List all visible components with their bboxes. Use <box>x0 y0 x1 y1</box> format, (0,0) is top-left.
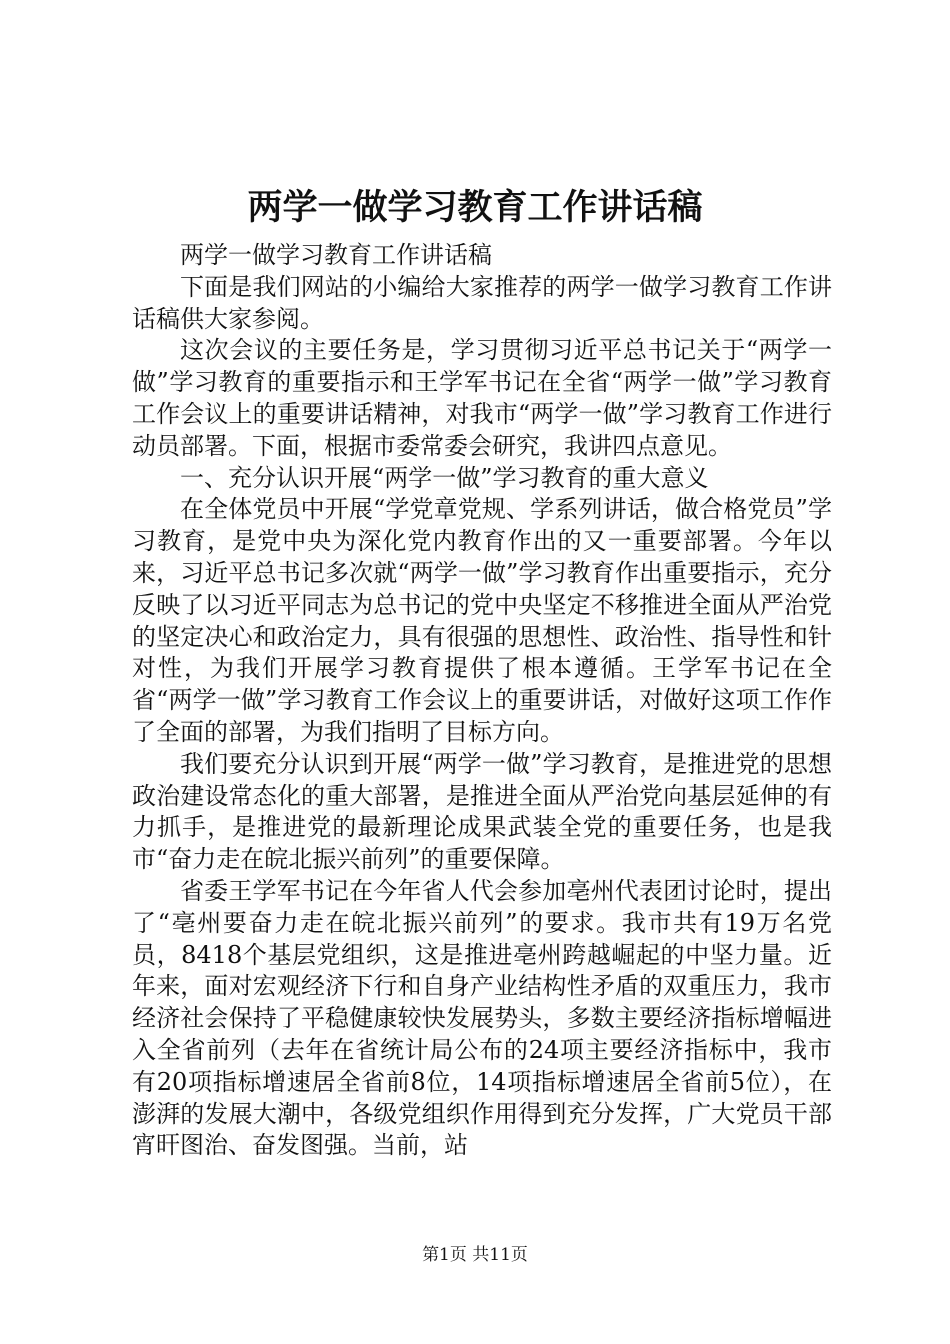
body-paragraph: 两学一做学习教育工作讲话稿 <box>180 241 492 269</box>
page-number: 第1页 共11页 <box>422 1245 528 1265</box>
body-paragraph: 我们要充分认识到开展“两学一做”学习教育，是推进党的思想政治建设常态化的重大部署，是推进全面从严治党向基层延伸的有力抓手，是推进党的最新理论成果武装全党的重要任务，也是我市“奋力走在皖北振兴前列”的重要保障。 <box>132 749 832 874</box>
body-paragraph: 这次会议的主要任务是，学习贯彻习近平总书记关于“两学一做”学习教育的重要指示和王学军书记在全省“两学一做”学习教育工作会议上的重要讲话精神，对我市“两学一做”学习教育工作进行动员部署。下面，根据市委常委会研究，我讲四点意见。 <box>132 336 832 460</box>
body-paragraph: 省委王学军书记在今年省人代会参加亳州代表团讨论时，提出了“亳州要奋力走在皖北振兴前列”的要求。我市共有19万名党员，8418个基层党组织，这是推进亳州跨越崛起的中坚力量。近年来，面对宏观经济下行和自身产业结构性矛盾的双重压力，我市经济社会保持了平稳健康较快发展势头，多数主要经济指标增幅进入全省前列（去年在省统计局公布的24项主要经济指标中，我市有20项指标增速居全省前8位，14项指标增速居全省前5位），在澎湃的发展大潮中，各级党组织作用得到充分发挥，广大党员干部宵旰图治、奋发图强。当前，站 <box>132 876 832 1160</box>
section-heading: 一、充分认识开展“两学一做”学习教育的重大意义 <box>180 463 709 492</box>
body-paragraph: 在全体党员中开展“学党章党规、学系列讲话，做合格党员”学习教育，是党中央为深化党内教育作出的又一重要部署。今年以来，习近平总书记多次就“两学一做”学习教育作出重要指示，充分反映了以习近平同志为总书记的党中央坚定不移推进全面从严治党的坚定决心和政治定力，具有很强的思想性、政治性、指导性和针对性，为我们开展学习教育提供了根本遵循。王学军书记在全省“两学一做”学习教育工作会议上的重要讲话，对做好这项工作作了全面的部署，为我们指明了目标方向。 <box>132 495 832 746</box>
document-title: 两学一做学习教育工作讲话稿 <box>247 187 703 228</box>
document-body <box>132 240 832 1162</box>
body-paragraph: 下面是我们网站的小编给大家推荐的两学一做学习教育工作讲话稿供大家参阅。 <box>132 272 832 333</box>
